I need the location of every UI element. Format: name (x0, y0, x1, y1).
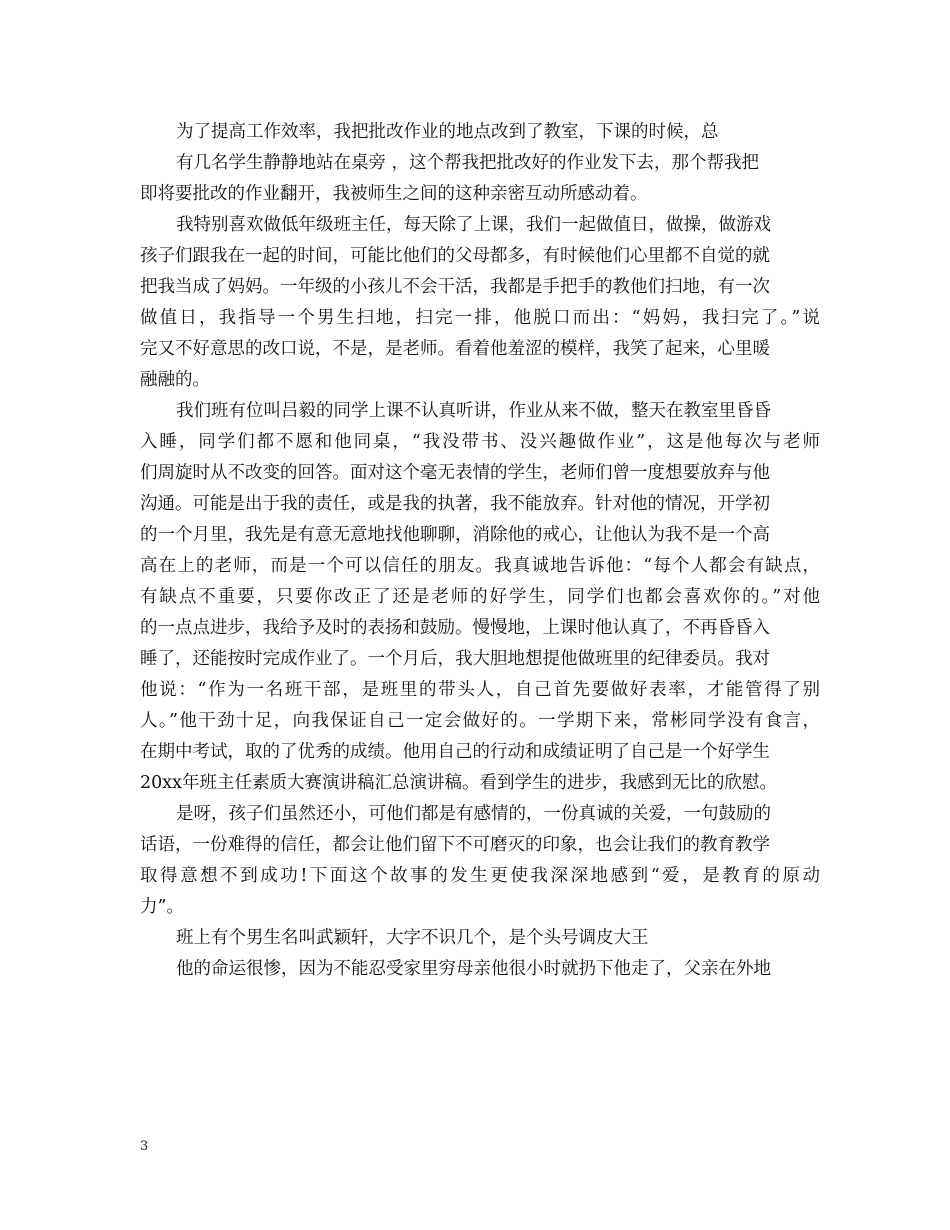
text-line: 融融的。 (140, 370, 210, 390)
page-number: 3 (140, 1139, 149, 1154)
text-line: 有几名学生静静地站在桌旁 ，这个帮我把批改好的作业发下去，那个帮我把 (176, 153, 760, 173)
text-line: 们周旋时从不改变的回答。面对这个毫无表情的学生，老师们曾一度想要放弃与他 (140, 463, 770, 483)
text-line: 把我当成了妈妈。一年级的小孩儿不会干活，我都是手把手的教他们扫地，有一次 (140, 277, 770, 297)
text-line: 有缺点不重要，只要你改正了还是老师的好学生，同学们也都会喜欢你的。”对他 (140, 587, 820, 607)
text-line: 睡了，还能按时完成作业了。一个月后，我大胆地想提他做班里的纪律委员。我对 (140, 649, 770, 669)
text-line: 的一点点进步，我给予及时的表扬和鼓励。慢慢地，上课时他认真了，不再昏昏入 (140, 618, 770, 638)
text-line: 他说：“作为一名班干部，是班里的带头人，自己首先要做好表率，才能管得了别 (140, 680, 820, 700)
text-line: 我特别喜欢做低年级班主任，每天除了上课，我们一起做值日，做操，做游戏 (176, 215, 771, 235)
text-line: 人。”他干劲十足，向我保证自己一定会做好的。一学期下来，常彬同学没有食言， (140, 711, 820, 731)
text-line: 沟通。可能是出于我的责任，或是我的执著，我不能放弃。针对他的情况，开学初 (140, 494, 770, 514)
text-line: 为了提高工作效率，我把批改作业的地点改到了教室，下课的时候，总 (176, 122, 719, 142)
text-line: 即将要批改的作业翻开，我被师生之间的这种亲密互动所感动着。 (140, 184, 648, 204)
text-line: 班上有个男生名叫武颖轩，大字不识几个，是个头号调皮大王 (176, 928, 649, 948)
text-line: 我们班有位叫吕毅的同学上课不认真听讲，作业从来不做，整天在教室里昏昏 (176, 401, 771, 421)
text-line: 话语，一份难得的信任，都会让他们留下不可磨灭的印象，也会让我们的教育教学 (140, 835, 770, 855)
text-line: 入睡，同学们都不愿和他同桌，“我没带书、没兴趣做作业”，这是他每次与老师 (140, 432, 820, 452)
text-line: 20xx年班主任素质大赛演讲稿汇总演讲稿。看到学生的进步，我感到无比的欣慰。 (140, 773, 778, 793)
text-line: 孩子们跟我在一起的时间，可能比他们的父母都多，有时候他们心里都不自觉的就 (140, 246, 770, 266)
text-line: 他的命运很惨，因为不能忍受家里穷母亲他很小时就扔下他走了，父亲在外地 (176, 959, 771, 979)
text-line: 力”。 (140, 897, 184, 917)
text-line: 的一个月里，我先是有意无意地找他聊聊，消除他的戒心，让他认为我不是一个高 (140, 525, 770, 545)
text-line: 是呀，孩子们虽然还小，可他们都是有感情的，一份真诚的关爱，一句鼓励的 (176, 804, 771, 824)
text-line: 高在上的老师，而是一个可以信任的朋友。我真诚地告诉他：“每个人都会有缺点， (140, 556, 820, 576)
text-line: 完又不好意思的改口说，不是，是老师。看着他羞涩的模样，我笑了起来，心里暖 (140, 339, 770, 359)
text-line: 在期中考试，取的了优秀的成绩。他用自己的行动和成绩证明了自己是一个好学生 (140, 742, 770, 762)
text-line: 取得意想不到成功!下面这个故事的发生更使我深深地感到“爱，是教育的原动 (140, 866, 820, 886)
body-text (140, 117, 820, 985)
text-line: 做值日，我指导一个男生扫地，扫完一排，他脱口而出：“妈妈，我扫完了。”说 (140, 308, 820, 328)
